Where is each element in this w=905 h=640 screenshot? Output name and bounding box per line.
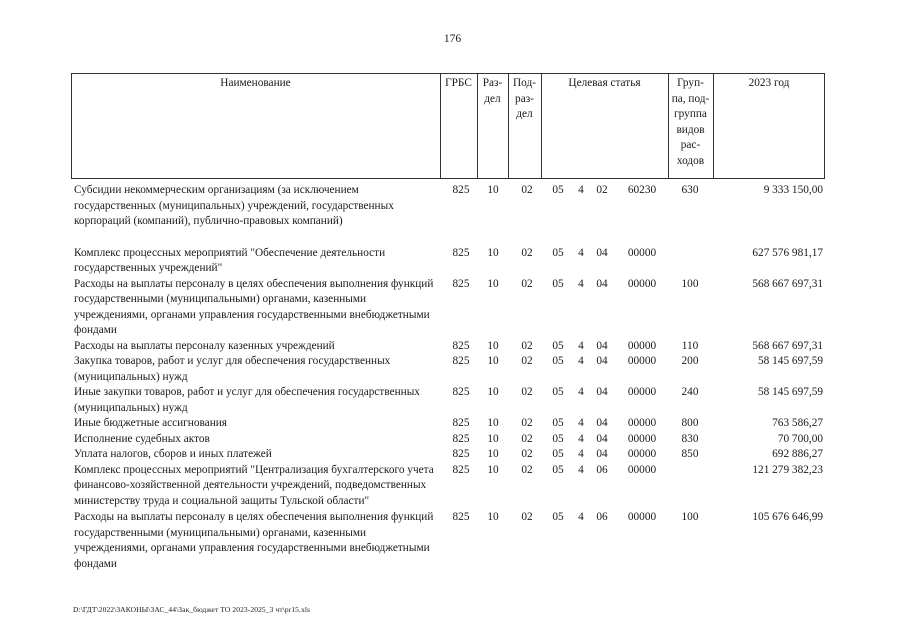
row-cs3: 04 bbox=[596, 339, 608, 352]
row-amount: 692 886,27 bbox=[772, 448, 823, 460]
header-divider bbox=[477, 73, 478, 179]
row-cs2: 4 bbox=[578, 463, 584, 476]
row-rz: 10 bbox=[487, 339, 499, 352]
row-name: Расходы на выплаты персоналу в целях обеспечения выполнения функций государственными (муниципальными) органами, казенными учреждениями, органами управления государственными внебюджетными фондами bbox=[74, 511, 434, 570]
header-group bbox=[668, 74, 713, 178]
row-cs1: 05 bbox=[552, 463, 564, 476]
row-cs3: 04 bbox=[596, 277, 608, 290]
row-rz: 10 bbox=[487, 432, 499, 445]
header-group-line: рас- bbox=[680, 139, 701, 151]
row-grbs: 825 bbox=[452, 246, 470, 259]
row-cs1: 05 bbox=[552, 184, 564, 196]
table-row bbox=[71, 432, 831, 448]
row-cs3: 04 bbox=[596, 432, 608, 445]
row-name: Комплекс процессных мероприятий "Централизация бухгалтерского учета финансово-хозяйственной деятельности учреждений, подведомственных министерству труда и социальной защиты Тульской области" bbox=[74, 463, 434, 507]
row-name: Исполнение судебных актов bbox=[74, 432, 210, 445]
row-pr: 02 bbox=[521, 417, 533, 429]
row-cs2: 4 bbox=[578, 339, 584, 352]
row-rz: 10 bbox=[487, 355, 499, 367]
row-grbs: 825 bbox=[452, 386, 470, 398]
header-podrazdel bbox=[508, 74, 541, 178]
row-pr: 02 bbox=[521, 386, 533, 398]
header-year: 2023 год bbox=[748, 77, 790, 89]
row-cs2: 4 bbox=[578, 432, 584, 445]
row-rz: 10 bbox=[487, 463, 499, 476]
row-cs4: 00000 bbox=[627, 417, 657, 429]
header-podrazdel-line: дел bbox=[516, 108, 533, 120]
row-rz: 10 bbox=[487, 448, 499, 460]
row-name: Субсидии некоммерческим организациям (за исключением государственных (муниципальных) учреждений, государственных корпораций (компаний), публично-правовых компаний) bbox=[74, 184, 394, 227]
table-row bbox=[71, 447, 831, 463]
row-grbs: 825 bbox=[452, 184, 470, 196]
row-vr: 100 bbox=[681, 277, 699, 290]
header-group-line: видов bbox=[676, 123, 705, 136]
row-rz: 10 bbox=[487, 511, 499, 523]
row-amount: 568 667 697,31 bbox=[752, 277, 823, 290]
row-cs4: 00000 bbox=[627, 463, 657, 476]
row-amount: 58 145 697,59 bbox=[758, 355, 823, 367]
row-amount: 627 576 981,17 bbox=[752, 246, 823, 259]
header-group-line: Груп- bbox=[677, 77, 704, 89]
row-pr: 02 bbox=[521, 339, 533, 352]
row-grbs: 825 bbox=[452, 448, 470, 460]
row-rz: 10 bbox=[487, 386, 499, 398]
row-cs4: 00000 bbox=[627, 448, 657, 460]
row-cs2: 4 bbox=[578, 184, 584, 196]
row-grbs: 825 bbox=[452, 463, 470, 476]
row-vr: 630 bbox=[681, 184, 699, 196]
header-group-line: па, под- bbox=[671, 92, 710, 105]
row-cs2: 4 bbox=[578, 386, 584, 398]
header-group-line: группа bbox=[674, 108, 707, 120]
header-grbs: ГРБС bbox=[445, 77, 472, 89]
row-cs2: 4 bbox=[578, 417, 584, 429]
table-row bbox=[71, 510, 831, 572]
header-border bbox=[71, 73, 72, 179]
row-cs4: 00000 bbox=[627, 339, 657, 352]
row-amount: 763 586,27 bbox=[772, 417, 823, 429]
row-cs1: 05 bbox=[552, 386, 564, 398]
row-vr: 110 bbox=[681, 339, 699, 352]
row-rz: 10 bbox=[487, 184, 499, 196]
table-body bbox=[71, 183, 831, 572]
row-amount: 568 667 697,31 bbox=[752, 339, 823, 352]
header-divider bbox=[541, 73, 542, 179]
row-name: Расходы на выплаты персоналу казенных учреждений bbox=[74, 339, 335, 352]
row-grbs: 825 bbox=[452, 432, 470, 445]
row-cs3: 06 bbox=[596, 511, 608, 523]
row-cs2: 4 bbox=[578, 511, 584, 523]
row-grbs: 825 bbox=[452, 355, 470, 367]
row-cs3: 06 bbox=[596, 463, 608, 476]
row-cs1: 05 bbox=[552, 339, 564, 352]
row-amount: 9 333 150,00 bbox=[763, 184, 823, 196]
row-amount: 70 700,00 bbox=[777, 432, 823, 445]
table-row bbox=[71, 277, 831, 339]
row-cs4: 00000 bbox=[627, 355, 657, 367]
file-path-footer: D:\ГДТ\2022\ЗАКОНЫ\ЗАС_44\Зак_бюджет ТО 2023-2025_3 чт\pr15.xls bbox=[73, 605, 311, 614]
row-pr: 02 bbox=[521, 463, 533, 476]
row-rz: 10 bbox=[487, 246, 499, 259]
row-grbs: 825 bbox=[452, 339, 470, 352]
row-vr: 830 bbox=[681, 432, 699, 445]
table-row bbox=[71, 246, 831, 277]
row-cs4: 00000 bbox=[627, 277, 657, 290]
table-row bbox=[71, 354, 831, 385]
row-vr: 200 bbox=[681, 355, 699, 367]
row-cs2: 4 bbox=[578, 355, 584, 367]
header-group-line: ходов bbox=[676, 154, 705, 167]
row-pr: 02 bbox=[521, 184, 533, 196]
row-pr: 02 bbox=[521, 277, 533, 290]
row-vr: 850 bbox=[681, 448, 699, 460]
row-cs4: 00000 bbox=[627, 432, 657, 445]
row-cs1: 05 bbox=[552, 355, 564, 367]
row-pr: 02 bbox=[521, 432, 533, 445]
row-cs3: 04 bbox=[596, 386, 608, 398]
row-rz: 10 bbox=[487, 417, 499, 429]
row-cs2: 4 bbox=[578, 277, 584, 290]
row-cs3: 04 bbox=[596, 355, 608, 367]
row-cs4: 00000 bbox=[627, 386, 657, 398]
header-divider bbox=[508, 73, 509, 179]
row-pr: 02 bbox=[521, 448, 533, 460]
row-grbs: 825 bbox=[452, 417, 470, 429]
page-number: 176 bbox=[443, 33, 462, 45]
row-name: Расходы на выплаты персоналу в целях обеспечения выполнения функций государственными (муниципальными) органами, казенными учреждениями, органами управления государственными внебюджетными фондами bbox=[74, 277, 434, 336]
row-amount: 105 676 646,99 bbox=[752, 511, 823, 523]
row-name: Комплекс процессных мероприятий "Обеспечение деятельности государственных учреждений" bbox=[74, 246, 386, 274]
row-pr: 02 bbox=[521, 246, 533, 259]
row-cs3: 04 bbox=[596, 246, 608, 259]
row-cs1: 05 bbox=[552, 432, 564, 445]
row-rz: 10 bbox=[487, 277, 499, 290]
header-razdel-line: дел bbox=[484, 92, 501, 105]
row-amount: 58 145 697,59 bbox=[758, 386, 823, 398]
row-cs1: 05 bbox=[552, 448, 564, 460]
header-razdel bbox=[477, 74, 508, 178]
row-cs3: 04 bbox=[596, 448, 608, 460]
table-header bbox=[71, 73, 825, 179]
row-cs2: 4 bbox=[578, 448, 584, 460]
header-divider bbox=[440, 73, 441, 179]
row-name: Уплата налогов, сборов и иных платежей bbox=[74, 448, 272, 460]
table-row bbox=[71, 339, 831, 355]
row-pr: 02 bbox=[521, 511, 533, 523]
row-amount: 121 279 382,23 bbox=[752, 463, 823, 476]
header-target: Целевая статья bbox=[568, 77, 641, 89]
table-row bbox=[71, 183, 831, 230]
row-grbs: 825 bbox=[452, 511, 470, 523]
header-name: Наименование bbox=[220, 77, 291, 89]
table-row bbox=[71, 385, 831, 416]
row-cs2: 4 bbox=[578, 246, 584, 259]
row-name: Иные закупки товаров, работ и услуг для обеспечения государственных (муниципальных) нужд bbox=[74, 386, 420, 414]
row-cs1: 05 bbox=[552, 511, 564, 523]
row-cs4: 60230 bbox=[627, 184, 657, 196]
header-divider bbox=[713, 73, 714, 179]
row-cs1: 05 bbox=[552, 277, 564, 290]
row-vr: 100 bbox=[681, 511, 699, 523]
table-row bbox=[71, 416, 831, 432]
row-cs4: 00000 bbox=[627, 511, 657, 523]
row-vr: 800 bbox=[681, 417, 699, 429]
row-pr: 02 bbox=[521, 355, 533, 367]
header-podrazdel-line: раз- bbox=[515, 92, 534, 105]
row-name: Закупка товаров, работ и услуг для обеспечения государственных (муниципальных) нужд bbox=[74, 355, 391, 383]
row-cs3: 04 bbox=[596, 417, 608, 429]
table-row bbox=[71, 463, 831, 510]
header-razdel-line: Раз- bbox=[482, 77, 503, 89]
row-cs4: 00000 bbox=[627, 246, 657, 259]
header-divider bbox=[668, 73, 669, 179]
header-podrazdel-line: Под- bbox=[513, 77, 536, 89]
row-name: Иные бюджетные ассигнования bbox=[74, 417, 227, 429]
row-vr: 240 bbox=[681, 386, 699, 398]
header-border bbox=[824, 73, 825, 179]
row-cs1: 05 bbox=[552, 417, 564, 429]
row-cs1: 05 bbox=[552, 246, 564, 259]
row-cs3: 02 bbox=[596, 184, 608, 196]
row-grbs: 825 bbox=[452, 277, 470, 290]
